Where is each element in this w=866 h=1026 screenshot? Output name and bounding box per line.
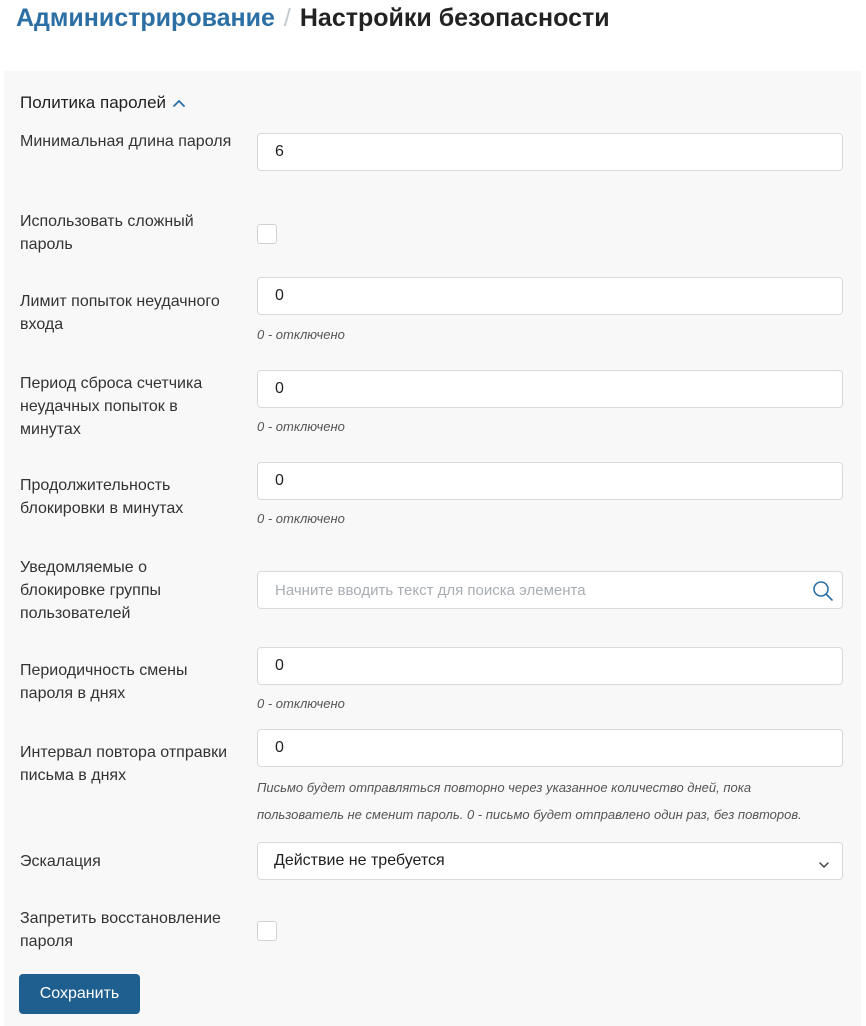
- email-repeat-interval-label: Интервал повтора отправки письма в днях: [20, 744, 228, 784]
- password-change-period-hint: 0 - отключено: [257, 696, 345, 711]
- failed-login-limit-input[interactable]: 0: [257, 277, 843, 315]
- reset-period-input[interactable]: 0: [257, 370, 843, 408]
- notify-groups-label: Уведомляемые о блокировке группы пользователей: [20, 559, 161, 622]
- breadcrumb: [16, 2, 610, 34]
- email-repeat-interval-input[interactable]: 0: [257, 729, 843, 767]
- escalation-label: Эскалация: [20, 853, 101, 870]
- lock-duration-label: Продолжительность блокировки в минутах: [20, 477, 184, 517]
- breadcrumb-separator: /: [283, 3, 291, 32]
- notify-groups-search-input[interactable]: [257, 571, 843, 609]
- reset-period-hint: 0 - отключено: [257, 419, 345, 434]
- forbid-recovery-checkbox[interactable]: [257, 921, 277, 941]
- lock-duration-hint: 0 - отключено: [257, 511, 345, 526]
- failed-login-limit-hint: 0 - отключено: [257, 327, 345, 342]
- section-title: Политика паролей: [20, 93, 167, 112]
- escalation-selected-value: Действие не требуется: [274, 852, 445, 869]
- forbid-recovery-label: Запретить восстановление пароля: [20, 910, 221, 950]
- breadcrumb-admin-link[interactable]: Администрирование: [16, 3, 275, 32]
- save-button[interactable]: Сохранить: [19, 974, 140, 1014]
- chevron-down-icon: [818, 857, 830, 867]
- escalation-select[interactable]: [257, 842, 843, 880]
- min-length-label: Минимальная длина пароля: [20, 133, 232, 150]
- complex-password-checkbox[interactable]: [257, 224, 277, 244]
- chevron-up-icon[interactable]: [172, 98, 186, 108]
- password-change-period-input[interactable]: 0: [257, 647, 843, 685]
- notify-groups-placeholder: Начните вводить текст для поиска элемента: [275, 581, 586, 599]
- lock-duration-input[interactable]: 0: [257, 462, 843, 500]
- failed-login-limit-label: Лимит попыток неудачного входа: [20, 293, 220, 333]
- email-repeat-interval-hint-line2: пользователь не сменит пароль. 0 - письмо будет отправлено один раз, без повторов.: [257, 807, 802, 822]
- search-icon[interactable]: [812, 580, 834, 602]
- password-change-period-label: Периодичность смены пароля в днях: [20, 662, 188, 702]
- min-length-input[interactable]: 6: [257, 133, 843, 171]
- reset-period-label: Период сброса счетчика неудачных попыток в минутах: [20, 375, 203, 438]
- section-header-password-policy[interactable]: [20, 93, 186, 113]
- complex-password-label: Использовать сложный пароль: [20, 213, 194, 253]
- password-policy-panel: [4, 71, 861, 1026]
- email-repeat-interval-hint-line1: Письмо будет отправляться повторно через указанное количество дней, пока: [257, 780, 752, 795]
- page-title: Настройки безопасности: [299, 3, 610, 32]
